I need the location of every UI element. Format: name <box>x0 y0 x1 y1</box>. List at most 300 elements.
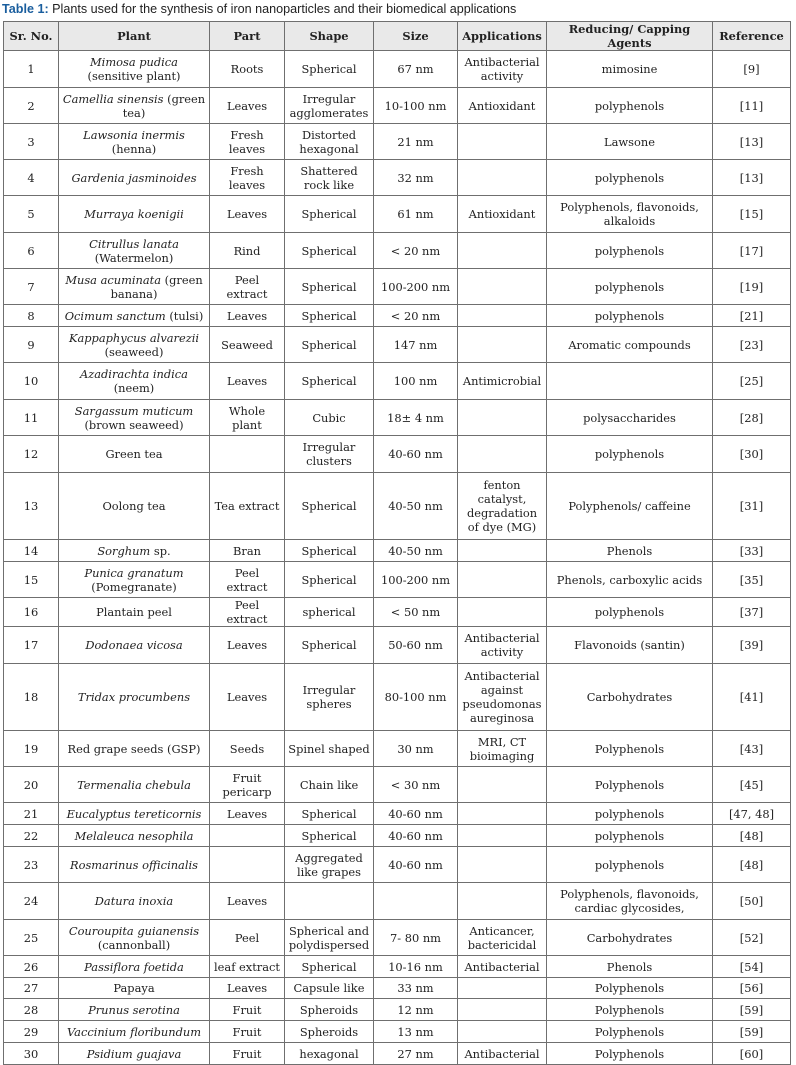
plant-common-name: (neem) <box>113 381 155 395</box>
plant-common-name: Plantain peel <box>96 605 172 619</box>
cell-reference: [60] <box>713 1043 791 1065</box>
cell-plant <box>59 269 210 305</box>
plant-scientific-name: Punica granatum <box>84 565 184 580</box>
plant-common-name: (seaweed) <box>104 344 164 359</box>
cell-shape: Spinel shaped <box>285 731 374 767</box>
cell-size: 147 nm <box>374 327 458 363</box>
cell-shape: Spherical and polydispersed <box>285 920 374 956</box>
cell-agents: Phenols <box>547 540 713 562</box>
cell-agents: polyphenols <box>547 305 713 327</box>
plant-scientific-name: Gardenia jasminoides <box>71 170 197 185</box>
cell-reference: [48] <box>713 825 791 847</box>
cell-part: Leaves <box>210 664 285 731</box>
cell-part: Rind <box>210 233 285 269</box>
plant-common-name: (tulsi) <box>165 308 204 323</box>
cell-size: 30 nm <box>374 731 458 767</box>
cell-applications: MRI, CT bioimaging <box>458 731 547 767</box>
cell-part: Fruit pericarp <box>210 767 285 803</box>
table-row <box>4 269 791 305</box>
cell-agents: Aromatic compounds <box>547 327 713 363</box>
cell-sr-no: 27 <box>4 978 59 999</box>
cell-shape: Spherical <box>285 540 374 562</box>
cell-sr-no: 11 <box>4 400 59 436</box>
cell-part: Peel <box>210 920 285 956</box>
cell-sr-no: 28 <box>4 999 59 1021</box>
cell-size: 10-16 nm <box>374 956 458 978</box>
cell-applications: Antibacterial <box>458 1043 547 1065</box>
cell-applications: Antibacterial activity <box>458 627 547 664</box>
table-row <box>4 825 791 847</box>
cell-shape <box>285 883 374 920</box>
cell-sr-no: 9 <box>4 327 59 363</box>
cell-size: < 20 nm <box>374 233 458 269</box>
cell-plant <box>59 731 210 767</box>
table-row <box>4 196 791 233</box>
cell-agents: Polyphenols <box>547 1021 713 1043</box>
cell-shape: Spherical <box>285 269 374 305</box>
cell-plant <box>59 400 210 436</box>
plant-scientific-name: Sorghum <box>97 543 151 558</box>
cell-sr-no: 30 <box>4 1043 59 1065</box>
cell-size: 80-100 nm <box>374 664 458 731</box>
plant-scientific-name: Melaleuca nesophila <box>74 828 194 843</box>
cell-shape: Cubic <box>285 400 374 436</box>
cell-sr-no: 2 <box>4 88 59 124</box>
cell-sr-no: 26 <box>4 956 59 978</box>
cell-shape: Irregular spheres <box>285 664 374 731</box>
plant-scientific-name: Musa acuminata <box>65 272 162 287</box>
cell-part: Roots <box>210 51 285 88</box>
cell-reference: [48] <box>713 847 791 883</box>
cell-reference: [33] <box>713 540 791 562</box>
cell-sr-no: 15 <box>4 562 59 598</box>
plant-scientific-name: Sargassum muticum <box>74 403 194 418</box>
table-row <box>4 327 791 363</box>
cell-part: Peel extract <box>210 598 285 627</box>
table-row <box>4 1043 791 1065</box>
cell-part: Leaves <box>210 196 285 233</box>
cell-plant <box>59 160 210 196</box>
table-row <box>4 473 791 540</box>
table-header-row <box>4 22 791 51</box>
cell-agents: Polyphenols, flavonoids, alkaloids <box>547 196 713 233</box>
table-row <box>4 436 791 473</box>
cell-plant <box>59 1043 210 1065</box>
table-caption <box>2 0 516 20</box>
cell-agents: polysaccharides <box>547 400 713 436</box>
cell-agents: Polyphenols/ caffeine <box>547 473 713 540</box>
cell-applications: Anticancer, bactericidal <box>458 920 547 956</box>
cell-part: Fresh leaves <box>210 160 285 196</box>
cell-agents: polyphenols <box>547 436 713 473</box>
cell-agents: polyphenols <box>547 88 713 124</box>
cell-part <box>210 825 285 847</box>
cell-size: < 30 nm <box>374 767 458 803</box>
cell-sr-no: 4 <box>4 160 59 196</box>
table-row <box>4 803 791 825</box>
cell-reference: [28] <box>713 400 791 436</box>
plant-common-name: Oolong tea <box>102 499 166 513</box>
cell-part: Leaves <box>210 363 285 400</box>
cell-shape: Spherical <box>285 825 374 847</box>
cell-sr-no: 1 <box>4 51 59 88</box>
table-row <box>4 124 791 160</box>
cell-applications <box>458 562 547 598</box>
cell-applications <box>458 269 547 305</box>
cell-reference: [35] <box>713 562 791 598</box>
cell-applications <box>458 327 547 363</box>
cell-agents: polyphenols <box>547 825 713 847</box>
cell-plant <box>59 196 210 233</box>
table-row <box>4 664 791 731</box>
cell-shape: Spheroids <box>285 999 374 1021</box>
cell-reference: [41] <box>713 664 791 731</box>
cell-shape: Spherical <box>285 51 374 88</box>
cell-plant <box>59 664 210 731</box>
cell-shape: Chain like <box>285 767 374 803</box>
table-row <box>4 363 791 400</box>
cell-applications <box>458 124 547 160</box>
cell-part <box>210 847 285 883</box>
cell-size: 33 nm <box>374 978 458 999</box>
cell-part: Leaves <box>210 627 285 664</box>
cell-size: 100-200 nm <box>374 269 458 305</box>
cell-part: Fruit <box>210 999 285 1021</box>
cell-reference: [13] <box>713 124 791 160</box>
cell-sr-no: 21 <box>4 803 59 825</box>
cell-plant <box>59 978 210 999</box>
cell-plant <box>59 999 210 1021</box>
cell-plant <box>59 767 210 803</box>
table-row <box>4 51 791 88</box>
cell-plant <box>59 363 210 400</box>
plant-common-name: (brown seaweed) <box>84 417 184 432</box>
cell-size: 21 nm <box>374 124 458 160</box>
cell-size <box>374 883 458 920</box>
plant-common-name: (cannonball) <box>97 937 171 952</box>
cell-plant <box>59 825 210 847</box>
cell-agents: Lawsone <box>547 124 713 160</box>
cell-applications <box>458 847 547 883</box>
cell-applications <box>458 978 547 999</box>
plant-common-name: Papaya <box>113 981 155 995</box>
table-row <box>4 627 791 664</box>
table-caption-label: Table 1: <box>2 2 49 16</box>
cell-sr-no: 24 <box>4 883 59 920</box>
cell-reference: [59] <box>713 999 791 1021</box>
cell-sr-no: 5 <box>4 196 59 233</box>
cell-applications <box>458 540 547 562</box>
cell-size: 32 nm <box>374 160 458 196</box>
cell-reference: [15] <box>713 196 791 233</box>
cell-part: Fruit <box>210 1021 285 1043</box>
cell-plant <box>59 956 210 978</box>
table-row <box>4 883 791 920</box>
cell-sr-no: 13 <box>4 473 59 540</box>
cell-sr-no: 6 <box>4 233 59 269</box>
cell-applications: Antioxidant <box>458 196 547 233</box>
cell-applications: Antimicrobial <box>458 363 547 400</box>
cell-agents: Carbohydrates <box>547 664 713 731</box>
cell-plant <box>59 124 210 160</box>
cell-applications <box>458 598 547 627</box>
cell-reference: [59] <box>713 1021 791 1043</box>
cell-shape: Spherical <box>285 305 374 327</box>
cell-size: 40-60 nm <box>374 825 458 847</box>
table-row <box>4 540 791 562</box>
header-applications: Applications <box>458 22 547 51</box>
plant-scientific-name: Termenalia chebula <box>77 777 191 792</box>
cell-size: 18± 4 nm <box>374 400 458 436</box>
cell-size: 61 nm <box>374 196 458 233</box>
cell-plant <box>59 920 210 956</box>
cell-part: Seeds <box>210 731 285 767</box>
cell-applications <box>458 1021 547 1043</box>
header-shape: Shape <box>285 22 374 51</box>
cell-size: 7- 80 nm <box>374 920 458 956</box>
cell-reference: [11] <box>713 88 791 124</box>
cell-agents: polyphenols <box>547 233 713 269</box>
cell-shape: Spheroids <box>285 1021 374 1043</box>
cell-size: 27 nm <box>374 1043 458 1065</box>
table-row <box>4 920 791 956</box>
cell-shape: Shattered rock like <box>285 160 374 196</box>
cell-applications <box>458 305 547 327</box>
cell-shape: Spherical <box>285 803 374 825</box>
cell-applications: fenton catalyst, degradation of dye (MG) <box>458 473 547 540</box>
cell-sr-no: 22 <box>4 825 59 847</box>
cell-applications <box>458 767 547 803</box>
cell-plant <box>59 803 210 825</box>
plant-common-name: (green banana) <box>110 272 203 301</box>
table-row <box>4 1021 791 1043</box>
cell-size: 40-60 nm <box>374 803 458 825</box>
plant-scientific-name: Couroupita guianensis <box>68 923 200 938</box>
table-body <box>4 51 791 1065</box>
header-size: Size <box>374 22 458 51</box>
header-plant: Plant <box>59 22 210 51</box>
cell-reference: [30] <box>713 436 791 473</box>
cell-size: 40-60 nm <box>374 847 458 883</box>
header-reference: Reference <box>713 22 791 51</box>
cell-shape: Spherical <box>285 627 374 664</box>
plant-scientific-name: Dodonaea vicosa <box>85 638 183 652</box>
cell-agents: polyphenols <box>547 847 713 883</box>
cell-plant <box>59 540 210 562</box>
cell-applications <box>458 825 547 847</box>
plant-scientific-name: Rosmarinus officinalis <box>70 857 198 872</box>
plant-scientific-name: Prunus serotina <box>88 1002 180 1017</box>
cell-size: 40-50 nm <box>374 473 458 540</box>
plant-scientific-name: Tridax procumbens <box>77 690 191 704</box>
cell-applications <box>458 400 547 436</box>
plants-table <box>3 21 791 1065</box>
cell-applications: Antibacterial against pseudomonas aureginosa <box>458 664 547 731</box>
cell-reference: [39] <box>713 627 791 664</box>
cell-agents: Polyphenols, flavonoids, cardiac glycosides, <box>547 883 713 920</box>
cell-agents: Polyphenols <box>547 978 713 999</box>
cell-applications: Antibacterial activity <box>458 51 547 88</box>
cell-plant <box>59 1021 210 1043</box>
plant-common-name: Red grape seeds (GSP) <box>67 741 201 756</box>
cell-plant <box>59 51 210 88</box>
cell-applications <box>458 999 547 1021</box>
table-row <box>4 305 791 327</box>
cell-plant <box>59 233 210 269</box>
cell-part <box>210 436 285 473</box>
cell-sr-no: 17 <box>4 627 59 664</box>
plant-scientific-name: Murraya koenigii <box>84 207 184 221</box>
cell-part: Seaweed <box>210 327 285 363</box>
table-row <box>4 400 791 436</box>
cell-agents: Carbohydrates <box>547 920 713 956</box>
cell-sr-no: 29 <box>4 1021 59 1043</box>
cell-part: Peel extract <box>210 269 285 305</box>
cell-reference: [25] <box>713 363 791 400</box>
cell-plant <box>59 598 210 627</box>
cell-shape: Irregular agglomerates <box>285 88 374 124</box>
plant-scientific-name: Passiflora foetida <box>84 959 184 974</box>
cell-reference: [54] <box>713 956 791 978</box>
cell-agents: polyphenols <box>547 598 713 627</box>
cell-shape: Spherical <box>285 233 374 269</box>
cell-size: 67 nm <box>374 51 458 88</box>
cell-shape: Spherical <box>285 363 374 400</box>
cell-agents: mimosine <box>547 51 713 88</box>
cell-sr-no: 3 <box>4 124 59 160</box>
cell-applications <box>458 436 547 473</box>
cell-applications <box>458 233 547 269</box>
cell-sr-no: 14 <box>4 540 59 562</box>
cell-agents: Polyphenols <box>547 999 713 1021</box>
table-row <box>4 233 791 269</box>
cell-reference: [52] <box>713 920 791 956</box>
plant-common-name: (Watermelon) <box>94 250 174 265</box>
table-row <box>4 767 791 803</box>
header-sr-no: Sr. No. <box>4 22 59 51</box>
cell-sr-no: 19 <box>4 731 59 767</box>
cell-reference: [13] <box>713 160 791 196</box>
cell-sr-no: 25 <box>4 920 59 956</box>
plant-common-name: sp. <box>150 543 171 558</box>
plant-common-name: (sensitive plant) <box>87 69 181 83</box>
table-row <box>4 731 791 767</box>
cell-part: leaf extract <box>210 956 285 978</box>
cell-sr-no: 8 <box>4 305 59 327</box>
cell-reference: [19] <box>713 269 791 305</box>
cell-agents: polyphenols <box>547 269 713 305</box>
table-row <box>4 999 791 1021</box>
cell-applications: Antibacterial <box>458 956 547 978</box>
cell-part: Whole plant <box>210 400 285 436</box>
header-agents: Reducing/ Capping Agents <box>547 22 713 51</box>
cell-plant <box>59 88 210 124</box>
cell-part: Fruit <box>210 1043 285 1065</box>
cell-size: 13 nm <box>374 1021 458 1043</box>
cell-plant <box>59 847 210 883</box>
cell-shape: hexagonal <box>285 1043 374 1065</box>
cell-reference: [23] <box>713 327 791 363</box>
cell-shape: Spherical <box>285 327 374 363</box>
cell-applications: Antioxidant <box>458 88 547 124</box>
cell-size: 40-60 nm <box>374 436 458 473</box>
cell-size: 50-60 nm <box>374 627 458 664</box>
cell-sr-no: 18 <box>4 664 59 731</box>
cell-reference: [56] <box>713 978 791 999</box>
cell-part: Tea extract <box>210 473 285 540</box>
cell-shape: Spherical <box>285 473 374 540</box>
cell-reference: [47, 48] <box>713 803 791 825</box>
cell-part: Leaves <box>210 803 285 825</box>
cell-shape: Spherical <box>285 562 374 598</box>
cell-applications <box>458 883 547 920</box>
cell-part: Leaves <box>210 305 285 327</box>
table-row <box>4 598 791 627</box>
cell-agents: polyphenols <box>547 160 713 196</box>
cell-plant <box>59 305 210 327</box>
cell-shape: Distorted hexagonal <box>285 124 374 160</box>
header-part: Part <box>210 22 285 51</box>
plant-scientific-name: Camellia sinensis <box>62 91 164 106</box>
plant-scientific-name: Kappaphycus alvarezii <box>68 330 200 345</box>
table-row <box>4 160 791 196</box>
table-row <box>4 562 791 598</box>
cell-agents: polyphenols <box>547 803 713 825</box>
cell-size: 100 nm <box>374 363 458 400</box>
cell-part: Leaves <box>210 88 285 124</box>
cell-plant <box>59 627 210 664</box>
cell-sr-no: 16 <box>4 598 59 627</box>
cell-plant <box>59 327 210 363</box>
plant-common-name: Green tea <box>105 447 163 461</box>
cell-shape: Spherical <box>285 956 374 978</box>
cell-part: Leaves <box>210 978 285 999</box>
cell-reference: [21] <box>713 305 791 327</box>
plant-common-name: (Pomegranate) <box>91 579 177 594</box>
cell-shape: Capsule like <box>285 978 374 999</box>
plant-scientific-name: Lawsonia inermis <box>83 127 185 142</box>
plant-scientific-name: Eucalyptus tereticornis <box>66 806 202 821</box>
cell-reference: [43] <box>713 731 791 767</box>
plant-common-name: (henna) <box>111 141 157 156</box>
cell-sr-no: 7 <box>4 269 59 305</box>
cell-part: Leaves <box>210 883 285 920</box>
plant-scientific-name: Vaccinium floribundum <box>66 1024 202 1039</box>
plant-scientific-name: Datura inoxia <box>94 894 174 908</box>
cell-sr-no: 12 <box>4 436 59 473</box>
cell-sr-no: 23 <box>4 847 59 883</box>
cell-reference: [9] <box>713 51 791 88</box>
cell-reference: [31] <box>713 473 791 540</box>
cell-part: Fresh leaves <box>210 124 285 160</box>
plant-scientific-name: Psidium guajava <box>86 1046 182 1061</box>
plant-scientific-name: Ocimum sanctum <box>64 308 166 323</box>
cell-part: Peel extract <box>210 562 285 598</box>
cell-part: Bran <box>210 540 285 562</box>
cell-reference: [37] <box>713 598 791 627</box>
cell-reference: [50] <box>713 883 791 920</box>
plant-scientific-name: Citrullus lanata <box>89 236 179 251</box>
cell-size: 100-200 nm <box>374 562 458 598</box>
cell-sr-no: 20 <box>4 767 59 803</box>
cell-plant <box>59 883 210 920</box>
cell-agents: Polyphenols <box>547 767 713 803</box>
cell-agents: Polyphenols <box>547 1043 713 1065</box>
cell-reference: [17] <box>713 233 791 269</box>
cell-plant <box>59 562 210 598</box>
plant-scientific-name: Mimosa pudica <box>90 55 178 69</box>
cell-size: < 50 nm <box>374 598 458 627</box>
